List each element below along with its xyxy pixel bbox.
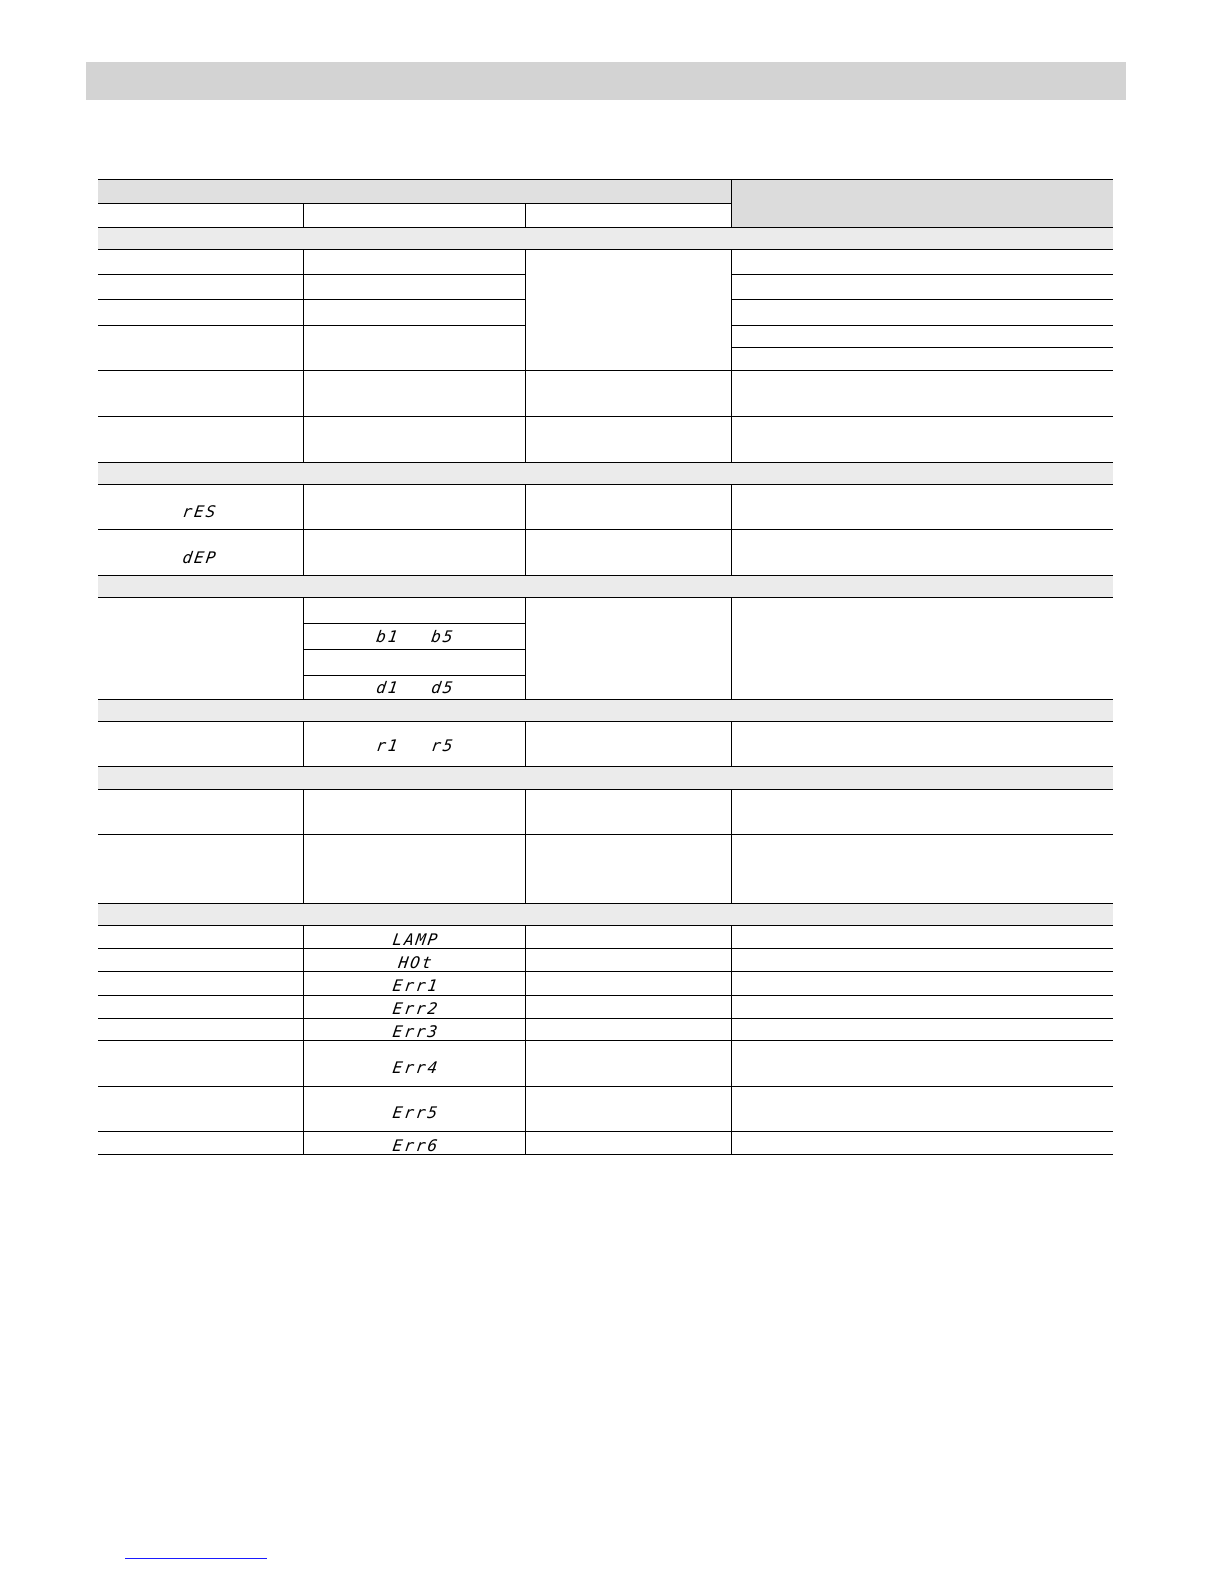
code-err1: Err1 (391, 976, 441, 995)
header-group-cell (98, 179, 731, 203)
section-bar-3 (98, 575, 1113, 597)
section-bar-2 (98, 462, 1113, 484)
code-err2: Err2 (391, 999, 441, 1018)
code-err6: Err6 (391, 1136, 441, 1155)
section-bar-4 (98, 699, 1113, 721)
code-r-last: r5 (430, 736, 457, 755)
section-bar-5 (98, 766, 1113, 789)
table-grid (98, 179, 1113, 1156)
code-err5: Err5 (391, 1103, 441, 1122)
code-r-first: r1 (375, 736, 402, 755)
code-b-first: b1 (375, 627, 402, 646)
code-d-last: d5 (430, 678, 457, 697)
code-lamp: LAMP (391, 930, 441, 949)
code-dep: dEP (181, 548, 219, 567)
code-b-last: b5 (430, 627, 457, 646)
code-err3: Err3 (391, 1022, 441, 1041)
code-err4: Err4 (391, 1058, 441, 1077)
section-bar-1 (98, 227, 1113, 249)
code-d-first: d1 (375, 678, 402, 697)
display-code-table (98, 179, 1113, 1156)
header-band (86, 62, 1126, 100)
header-right-cell (731, 179, 1113, 227)
section-bar-6 (98, 903, 1113, 925)
table-rules (98, 179, 1113, 1155)
code-res: rES (181, 502, 219, 521)
code-hot: HOt (397, 953, 435, 972)
link-underline[interactable] (125, 1558, 267, 1559)
